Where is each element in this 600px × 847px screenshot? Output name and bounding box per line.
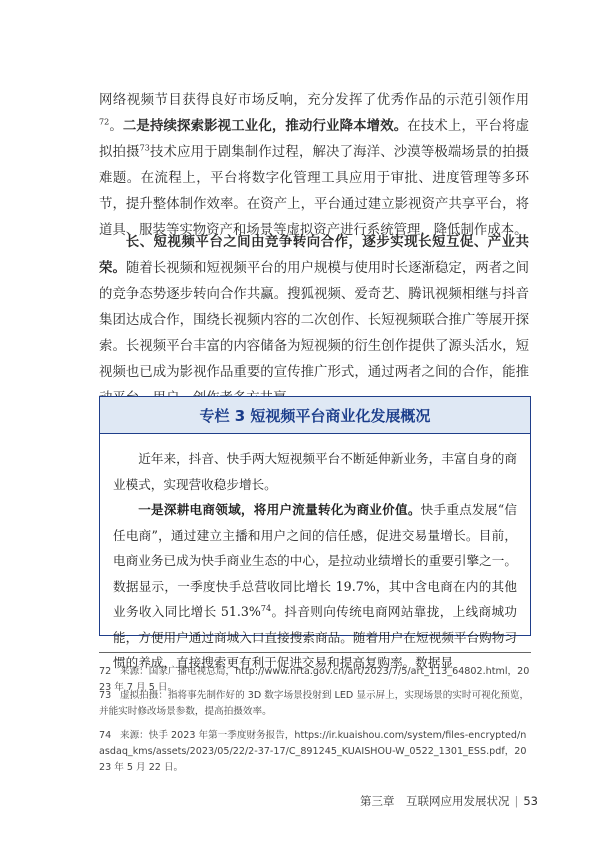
- footnote-ref-73[interactable]: 73: [139, 143, 150, 153]
- box-paragraph-1: 近年来，抖音、快手两大短视频平台不断延伸新业务，丰富自身的商业模式，实现营收稳步增长。: [113, 451, 517, 492]
- body-paragraph-2: [99, 230, 529, 412]
- paragraph-text: 技术应用于剧集制作过程，解决了海洋、沙漠等极端场景的拍摄难题。在流程上，平台将数字化管理工具应用于审批、进度管理等多环节，提升整体制作效率。在资产上，平台通过建立影视资产共享平台，将道具、服装等实物资产和场景等虚拟资产进行系统管理，降低制作成本。: [99, 145, 530, 238]
- footnote-text[interactable]: 来源：快手 2023 年第一季度财务报告，https://ir.kuaishou.com/system/files-encrypted/nasdaq_kms/assets/2023/05/22/2-37-17/C_891245_KUAISHOU-W_0522_1301_ESS.pdf，2023 年 5 月 22 日。: [99, 730, 527, 773]
- page-footer: [360, 793, 538, 809]
- box-title: 专栏 3 短视频平台商业化发展概况: [100, 397, 530, 434]
- box-text: 。抖音则向传统电商网站靠拢，上线商城功能，方便用户通过商城入口直接搜索商品。随着用户在短视频平台购物习惯的养成，直接搜索更有利于促进交易和提高复购率。数据显: [113, 604, 518, 670]
- paragraph-text: 随着长视频和短视频平台的用户规模与使用时长逐渐稳定，两者之间的竞争态势逐步转向合作共赢。搜狐视频、爱奇艺、腾讯视频相继与抖音集团达成合作，围绕长视频内容的二次创作、长短视频联合推广等展开探索。长视频平台丰富的内容储备为短视频的衍生创作提供了源头活水，短视频也已成为影视作品重要的宣传推广形式，通过两者之间的合作，能推: [99, 261, 530, 380]
- footnote-73: [99, 688, 531, 720]
- footnote-text: 虚拟拍摄：指将事先制作好的 3D 数字场景投射到 LED 显示屏上，实现场景的实时可视化预览，并能实时修改场景参数，提高拍摄效率。: [99, 690, 530, 717]
- footer-separator: |: [514, 794, 519, 808]
- paragraph-text: 在技术上，平台将虚拟拍摄: [99, 119, 530, 160]
- footnote-number: 72: [99, 666, 112, 677]
- paragraph-text: 。: [109, 119, 123, 134]
- box-bold-lead: 一是深耕电商领域，将用户流量转化为商业价值。: [138, 502, 421, 517]
- page-number: 53: [523, 794, 538, 808]
- footnote-ref-72[interactable]: 72: [99, 117, 110, 127]
- body-paragraph-1: [99, 88, 529, 244]
- box-text: 快手重点发展“信任电商”，通过建立主播和用户之间的信任感，促进交易量增长。目前，电商业务已成为快手商业生态的中心，是拉动业绩增长的重要引擎之一。数据显示，一季度快手总营收同比增长 19.7%，其中含电商在内的其他业务收入同比增长 51.3%: [113, 502, 517, 619]
- footnote-74: [99, 728, 531, 776]
- paragraph-text: 网络视频节目获得良好市场反响，充分发挥了优秀作品的示范引领作用: [99, 93, 529, 108]
- footnote-number: 73: [99, 690, 112, 701]
- box-body: [100, 434, 530, 676]
- box-paragraph-2: [113, 497, 517, 676]
- footnote-text[interactable]: 来源：国家广播电视总局，http://www.nrta.gov.cn/art/2023/7/5/art_113_64802.html，2023 年 7 月 5 日。: [99, 666, 530, 693]
- sidebar-box-column-3: [99, 396, 531, 670]
- footnote-ref-74[interactable]: 74: [260, 603, 272, 613]
- chapter-title: 第三章 互联网应用发展状况: [359, 794, 510, 808]
- paragraph-bold-lead: 长、短视频平台之间由竞争转向合作，逐步实现长短互促、产业共荣。: [99, 235, 529, 276]
- footnote-number: 74: [99, 730, 112, 741]
- paragraph-bold-lead: 二是持续探索影视工业化，推动行业降本增效。: [122, 119, 408, 134]
- footnote-divider: [99, 652, 531, 653]
